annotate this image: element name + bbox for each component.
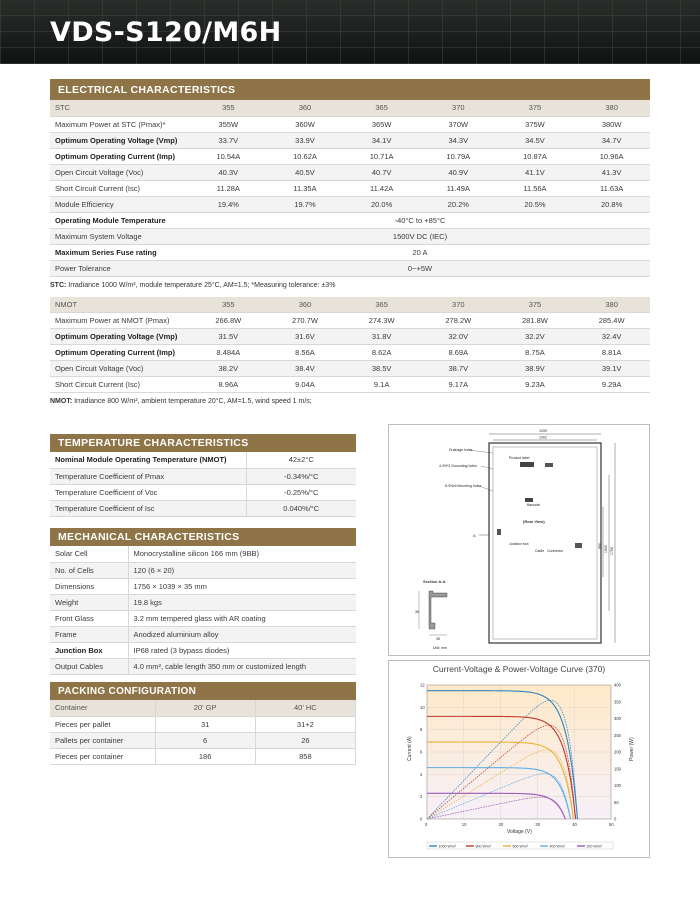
iv-curve-svg [389, 661, 651, 859]
row-label: Temperature Coefficient of Voc [50, 484, 246, 500]
row-label: Module Efficiency [50, 196, 190, 212]
panel-outline [489, 443, 601, 643]
label-connector: Connector [547, 549, 564, 553]
table-row [50, 313, 650, 329]
table-header-row [50, 700, 356, 716]
value-cell: 10.54A [190, 148, 267, 164]
value-cell: 266.8W [190, 313, 267, 329]
row-label: Optimum Operating Voltage (Vmp) [50, 132, 190, 148]
y-tick-label: 4 [420, 771, 423, 777]
temperature-section [50, 434, 356, 517]
temperature-table [50, 452, 356, 517]
value-cell: 32.2V [497, 329, 574, 345]
value-cell: IP68 rated (3 bypass diodes) [128, 642, 356, 658]
value-cell: 31.5V [190, 329, 267, 345]
value-cell: 8.69A [420, 345, 497, 361]
row-label: Solar Cell [50, 546, 128, 562]
value-cell: 0~+5W [190, 260, 650, 276]
table-row [50, 244, 650, 260]
value-cell: 10.79A [420, 148, 497, 164]
value-cell: 41.1V [497, 164, 574, 180]
dim-width-inner: 1002 [539, 435, 547, 440]
x-axis-label: Voltage (V) [507, 829, 532, 835]
header-cell: 375 [497, 100, 574, 116]
row-label: Open Circuit Voltage (Voc) [50, 361, 190, 377]
value-cell: 10.71A [343, 148, 420, 164]
barcode-mark [525, 498, 533, 502]
legend-label: 600 W/m² [512, 844, 529, 849]
value-cell: 11.56A [497, 180, 574, 196]
value-cell: 0.040%/°C [246, 500, 356, 516]
row-label: No. of Cells [50, 562, 128, 578]
header-banner [0, 0, 700, 64]
table-row [50, 260, 650, 276]
y2-tick-label: 100 [614, 783, 621, 788]
module-drawing [388, 424, 650, 656]
y-tick-label: 10 [420, 704, 425, 710]
label-barcode: Barcode [527, 503, 541, 507]
value-cell: -0.25%/°C [246, 484, 356, 500]
header-cell: 365 [343, 100, 420, 116]
header-cell: 20' GP [155, 700, 255, 716]
electrical-section [50, 79, 650, 405]
y2-tick-label: 50 [614, 799, 619, 805]
x-tick-label: 20 [498, 822, 504, 827]
x-tick-label: 50 [609, 822, 614, 827]
value-cell: 26 [255, 732, 355, 748]
junction-box-top [545, 463, 553, 467]
value-cell: 19.4% [190, 196, 267, 212]
value-cell: 10.87A [497, 148, 574, 164]
table-row [50, 345, 650, 361]
table-row [50, 716, 356, 732]
table-header-row [50, 297, 650, 313]
value-cell: 281.8W [497, 313, 574, 329]
section-dim-h: 35 [415, 610, 419, 614]
y-tick-label: 2 [420, 794, 423, 800]
value-cell: 8.96A [190, 377, 267, 393]
table-row [50, 658, 356, 674]
value-cell: 375W [497, 116, 574, 132]
row-label: Dimensions [50, 578, 128, 594]
connector-mark [575, 543, 582, 548]
value-cell: 20 A [190, 244, 650, 260]
table-row [50, 228, 650, 244]
value-cell: Monocrystalline silicon 166 mm (9BB) [128, 546, 356, 562]
row-label: Maximum Power at STC (Pmax)* [50, 116, 190, 132]
header-cell: 380 [573, 297, 650, 313]
value-cell: 120 (6 × 20) [128, 562, 356, 578]
table-row [50, 610, 356, 626]
value-cell: 42±2°C [246, 452, 356, 468]
row-label: Short Circuit Current (Isc) [50, 180, 190, 196]
value-cell: 34.5V [497, 132, 574, 148]
legend-label: 200 W/m² [586, 844, 603, 849]
value-cell: 1756 × 1039 × 35 mm [128, 578, 356, 594]
value-cell: 40.9V [420, 164, 497, 180]
row-label: Operating Module Temperature [50, 212, 190, 228]
row-label: Frame [50, 626, 128, 642]
iv-curve-chart [388, 660, 650, 858]
value-cell: 38.9V [497, 361, 574, 377]
header-cell: 40' HC [255, 700, 355, 716]
chart-title: Current-Voltage & Power-Voltage Curve (370) [432, 664, 606, 674]
table-row [50, 116, 650, 132]
value-cell: 285.4W [573, 313, 650, 329]
header-cell: STC [50, 100, 190, 116]
value-cell: 186 [155, 748, 255, 764]
value-cell: 1500V DC (IEC) [190, 228, 650, 244]
label-mounting: 8-Φ4x9 Mounting holes [445, 484, 482, 488]
row-label: Nominal Module Operating Temperature (NMOT) [50, 452, 246, 468]
row-label: Maximum Power at NMOT (Pmax) [50, 313, 190, 329]
value-cell: 355W [190, 116, 267, 132]
value-cell: 360W [267, 116, 344, 132]
table-row [50, 468, 356, 484]
value-cell: 38.4V [267, 361, 344, 377]
value-cell: 370W [420, 116, 497, 132]
section-title: Section A-A [423, 579, 446, 584]
value-cell: 8.75A [497, 345, 574, 361]
y-tick-label: 12 [420, 682, 425, 688]
value-cell: 9.29A [573, 377, 650, 393]
y-tick-label: 0 [420, 816, 423, 822]
product-label-mark [520, 462, 534, 467]
header-cell: 360 [267, 100, 344, 116]
row-label: Pieces per pallet [50, 716, 155, 732]
y2-tick-label: 250 [614, 732, 621, 738]
value-cell: 10.62A [267, 148, 344, 164]
value-cell: 270.7W [267, 313, 344, 329]
table-row [50, 132, 650, 148]
value-cell: 6 [155, 732, 255, 748]
nmot-note: NMOT: Irradiance 800 W/m², ambient temperature 20°C, AM=1.5, wind speed 1 m/s; [50, 398, 312, 405]
value-cell: 32.4V [573, 329, 650, 345]
value-cell: 9.23A [497, 377, 574, 393]
row-label: Power Tolerance [50, 260, 190, 276]
table-row [50, 546, 356, 562]
page-title: VDS-S120/M6H [50, 17, 282, 48]
table-row [50, 578, 356, 594]
value-cell: 33.7V [190, 132, 267, 148]
section-mark-a: A [473, 533, 476, 538]
y2-tick-label: 150 [614, 766, 621, 772]
row-label: Open Circuit Voltage (Voc) [50, 164, 190, 180]
value-cell: 8.484A [190, 345, 267, 361]
value-cell: 39.1V [573, 361, 650, 377]
value-cell: 20.2% [420, 196, 497, 212]
value-cell: 40.7V [343, 164, 420, 180]
header-cell: Container [50, 700, 155, 716]
dim-mount-2: 990 [598, 543, 602, 549]
dim-width-outer: 1039 [539, 429, 547, 433]
table-row [50, 500, 356, 516]
value-cell: 19.7% [267, 196, 344, 212]
row-label: Temperature Coefficient of Isc [50, 500, 246, 516]
y2-tick-label: 350 [614, 699, 621, 705]
value-cell: 10.96A [573, 148, 650, 164]
row-label: Weight [50, 594, 128, 610]
header-cell: NMOT [50, 297, 190, 313]
value-cell: 4.0 mm², cable length 350 mm or customized length [128, 658, 356, 674]
nmot-table [50, 297, 650, 394]
table-row [50, 148, 650, 164]
y-tick-label: 6 [420, 749, 423, 755]
value-cell: 11.42A [343, 180, 420, 196]
table-row [50, 732, 356, 748]
table-row [50, 164, 650, 180]
row-label: Optimum Operating Voltage (Vmp) [50, 329, 190, 345]
packing-table [50, 700, 356, 765]
value-cell: 32.0V [420, 329, 497, 345]
table-row [50, 594, 356, 610]
label-drainage: Drainage holes [449, 448, 473, 452]
header-cell: 380 [573, 100, 650, 116]
mechanical-heading: MECHANICAL CHARACTERISTICS [50, 528, 356, 546]
label-cable: Cable [535, 549, 545, 553]
y2-tick-label: 200 [614, 749, 621, 755]
row-label: Pieces per container [50, 748, 155, 764]
cable-mark [497, 529, 501, 535]
dim-length: 1756 [610, 547, 614, 555]
table-header-row [50, 100, 650, 116]
row-label: Pallets per container [50, 732, 155, 748]
rear-view-label: (Rear View) [523, 519, 545, 524]
row-label: Front Glass [50, 610, 128, 626]
value-cell: 11.63A [573, 180, 650, 196]
value-cell: 41.3V [573, 164, 650, 180]
label-junction-box: Junction box [509, 542, 529, 546]
table-row [50, 748, 356, 764]
value-cell: 858 [255, 748, 355, 764]
value-cell: 11.49A [420, 180, 497, 196]
header-cell: 375 [497, 297, 574, 313]
mechanical-section [50, 528, 356, 675]
value-cell: 11.35A [267, 180, 344, 196]
table-row [50, 180, 650, 196]
value-cell: 40.5V [267, 164, 344, 180]
row-label: Maximum Series Fuse rating [50, 244, 190, 260]
row-label: Temperature Coefficient of Pmax [50, 468, 246, 484]
table-row [50, 642, 356, 658]
value-cell: 33.9V [267, 132, 344, 148]
value-cell: 9.17A [420, 377, 497, 393]
y2-tick-label: 0 [614, 816, 617, 822]
table-row [50, 196, 650, 212]
value-cell: 8.62A [343, 345, 420, 361]
value-cell: 274.3W [343, 313, 420, 329]
value-cell: -40°C to +85°C [190, 212, 650, 228]
x-tick-label: 40 [572, 822, 577, 827]
row-label: Maximum System Voltage [50, 228, 190, 244]
value-cell: 365W [343, 116, 420, 132]
header-cell: 365 [343, 297, 420, 313]
row-label: Junction Box [50, 642, 128, 658]
header-cell: 355 [190, 100, 267, 116]
x-tick-label: 0 [425, 822, 428, 827]
value-cell: 20.8% [573, 196, 650, 212]
header-cell: 370 [420, 100, 497, 116]
value-cell: 8.56A [267, 345, 344, 361]
value-cell: 31 [155, 716, 255, 732]
value-cell: 19.8 kgs [128, 594, 356, 610]
table-row [50, 329, 650, 345]
unit-label: Unit: mm [433, 646, 447, 650]
module-drawing-svg [389, 425, 651, 657]
value-cell: 3.2 mm tempered glass with AR coating [128, 610, 356, 626]
value-cell: 31.6V [267, 329, 344, 345]
y-axis-label: Current (A) [407, 736, 413, 761]
row-label: Short Circuit Current (Isc) [50, 377, 190, 393]
table-row [50, 484, 356, 500]
value-cell: 38.2V [190, 361, 267, 377]
value-cell: 380W [573, 116, 650, 132]
value-cell: 40.3V [190, 164, 267, 180]
value-cell: 31.8V [343, 329, 420, 345]
value-cell: 34.7V [573, 132, 650, 148]
value-cell: 34.1V [343, 132, 420, 148]
value-cell: 9.04A [267, 377, 344, 393]
y2-axis-label: Power (W) [629, 737, 635, 761]
stc-note: STC: Irradiance 1000 W/m², module temperature 25°C, AM=1.5; *Measuring tolerance: ±3% [50, 281, 336, 289]
value-cell: 31+2 [255, 716, 355, 732]
label-product: Product label [509, 456, 530, 460]
header-cell: 360 [267, 297, 344, 313]
y2-tick-label: 300 [614, 716, 621, 721]
temperature-heading: TEMPERATURE CHARACTERISTICS [50, 434, 356, 452]
dim-mount-1: 1500 [604, 545, 608, 553]
y2-tick-label: 400 [614, 682, 621, 688]
x-tick-label: 30 [535, 822, 541, 827]
table-row [50, 452, 356, 468]
table-row [50, 562, 356, 578]
value-cell: 34.3V [420, 132, 497, 148]
legend-label: 800 W/m² [475, 844, 492, 849]
packing-section [50, 682, 356, 765]
row-label: Output Cables [50, 658, 128, 674]
x-tick-label: 10 [461, 822, 467, 827]
electrical-heading: ELECTRICAL CHARACTERISTICS [50, 79, 650, 100]
table-row [50, 212, 650, 228]
table-row [50, 361, 650, 377]
value-cell: 38.5V [343, 361, 420, 377]
value-cell: Anodized aluminium alloy [128, 626, 356, 642]
value-cell: 278.2W [420, 313, 497, 329]
stc-table [50, 100, 650, 277]
mechanical-table [50, 546, 356, 675]
table-row [50, 377, 650, 393]
value-cell: 9.1A [343, 377, 420, 393]
value-cell: 38.7V [420, 361, 497, 377]
header-cell: 370 [420, 297, 497, 313]
value-cell: 20.0% [343, 196, 420, 212]
y-tick-label: 8 [420, 727, 423, 733]
label-grounding: 4-Φ9*3 Grounding holes [439, 464, 477, 468]
packing-heading: PACKING CONFIGURATION [50, 682, 356, 700]
legend-label: 400 W/m² [549, 844, 566, 849]
section-dim-w: 35 [436, 637, 440, 641]
legend-label: 1000 W/m² [438, 844, 457, 849]
frame-section-profile [429, 591, 447, 629]
row-label: Optimum Operating Current (Imp) [50, 148, 190, 164]
table-row [50, 626, 356, 642]
row-label: Optimum Operating Current (Imp) [50, 345, 190, 361]
header-cell: 355 [190, 297, 267, 313]
value-cell: 20.5% [497, 196, 574, 212]
value-cell: -0.34%/°C [246, 468, 356, 484]
value-cell: 11.28A [190, 180, 267, 196]
value-cell: 8.81A [573, 345, 650, 361]
